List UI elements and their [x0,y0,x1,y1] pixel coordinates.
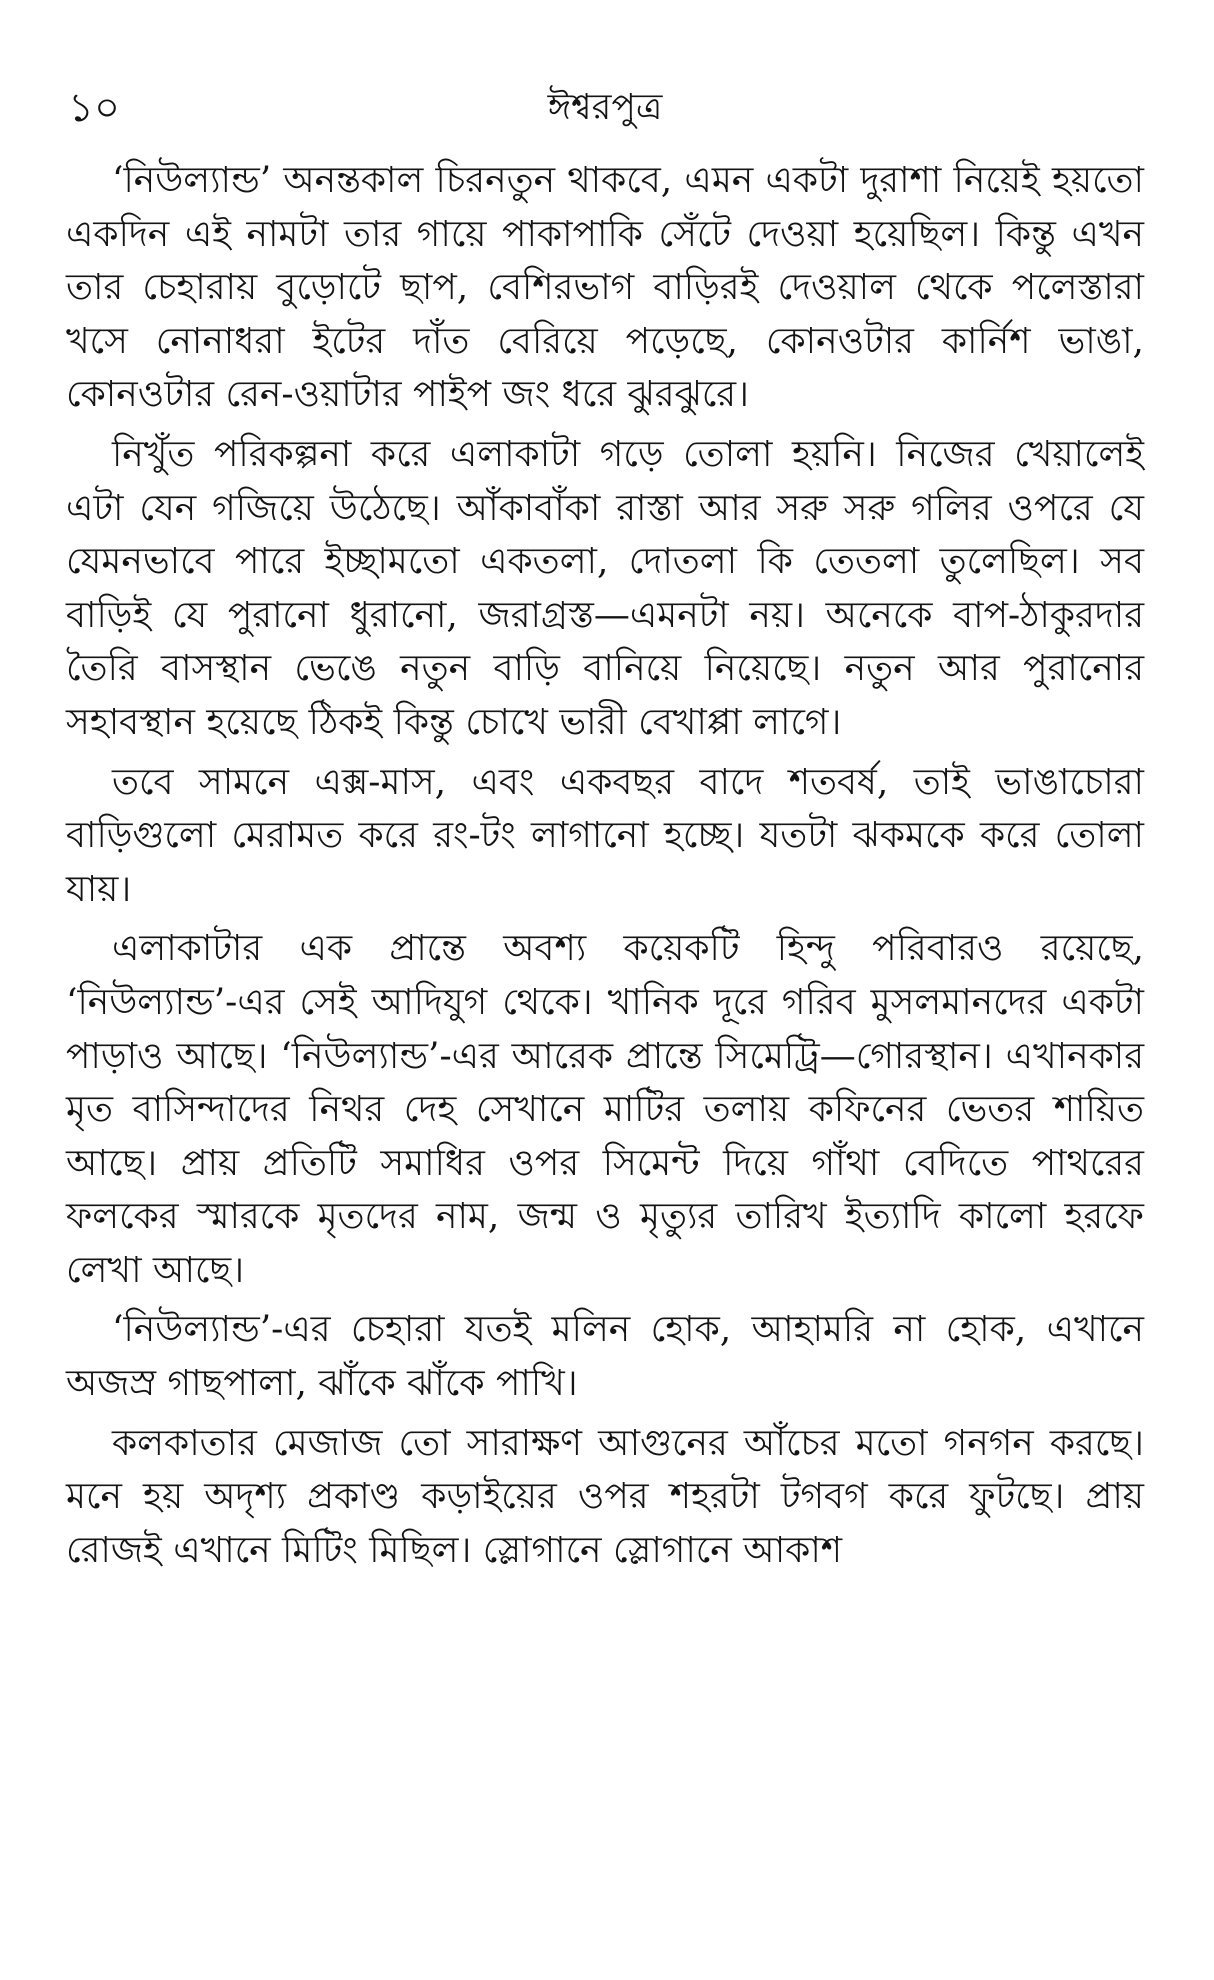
paragraph: ‘নিউল্যান্ড’-এর চেহারা যতই মলিন হোক, আহামরি না হোক, এখানে অজস্র গাছপালা, ঝাঁকে ঝাঁকে পাখি। [66,1309,1144,1405]
page-number: ১০ [68,85,120,131]
paragraph: ‘নিউল্যান্ড’ অনন্তকাল চিরনতুন থাকবে, এমন একটা দুরাশা নিয়েই হয়তো একদিন এই নামটা তার গায়ে পাকাপাকি সেঁটে দেওয়া হয়েছিল। কিন্তু এখন তার চেহারায় বুড়োটে ছাপ, বেশিরভাগ বাড়িরই দেওয়াল থেকে পলেস্তারা খসে নোনাধরা ইটের দাঁত বেরিয়ে পড়েছে, কোনওটার কার্নিশ ভাঙা, কোনওটার রেন-ওয়াটার পাইপ জং ধরে ঝুরঝুরে। [66,160,1144,416]
paragraph: নিখুঁত পরিকল্পনা করে এলাকাটা গড়ে তোলা হয়নি। নিজের খেয়ালেই এটা যেন গজিয়ে উঠেছে। আঁকাবাঁকা রাস্তা আর সরু সরু গলির ওপরে যে যেমনভাবে পারে ইচ্ছামতো একতলা, দোতলা কি তেতলা তুলেছিল। সব বাড়িই যে পুরানো ধুরানো, জরাগ্রস্ত—এমনটা নয়। অনেকে বাপ-ঠাকুরদার তৈরি বাসস্থান ভেঙে নতুন বাড়ি বানিয়ে নিয়েছে। নতুন আর পুরানোর সহাবস্থান হয়েছে ঠিকই কিন্তু চোখে ভারী বেখাপ্পা লাগে। [66,433,1144,743]
running-head [66,78,1144,138]
book-title: ঈশ্বরপুত্র [547,87,663,128]
paragraph: এলাকাটার এক প্রান্তে অবশ্য কয়েকটি হিন্দু পরিবারও রয়েছে, ‘নিউল্যান্ড’-এর সেই আদিযুগ থেকে। খানিক দূরে গরিব মুসলমানদের একটা পাড়াও আছে। ‘নিউল্যান্ড’-এর আরেক প্রান্তে সিমেট্রি—গোরস্থান। এখানকার মৃত বাসিন্দাদের নিথর দেহ সেখানে মাটির তলায় কফিনের ভেতর শায়িত আছে। প্রায় প্রতিটি সমাধির ওপর সিমেন্ট দিয়ে গাঁথা বেদিতে পাথরের ফলকের স্মারকে মৃতদের নাম, জন্ম ও মৃত্যুর তারিখ ইত্যাদি কালো হরফে লেখা আছে। [66,928,1144,1291]
body-text [66,154,1144,1577]
paragraph: তবে সামনে এক্স-মাস, এবং একবছর বাদে শতবর্ষ, তাই ভাঙাচোরা বাড়িগুলো মেরামত করে রং-টং লাগানো হচ্ছে। যতটা ঝকমকে করে তোলা যায়। [66,761,1144,910]
paragraph: কলকাতার মেজাজ তো সারাক্ষণ আগুনের আঁচের মতো গনগন করছে। মনে হয় অদৃশ্য প্রকাণ্ড কড়াইয়ের ওপর শহরটা টগবগ করে ফুটছে। প্রায় রোজই এখানে মিটিং মিছিল। স্লোগানে স্লোগানে আকাশ [66,1422,1144,1571]
